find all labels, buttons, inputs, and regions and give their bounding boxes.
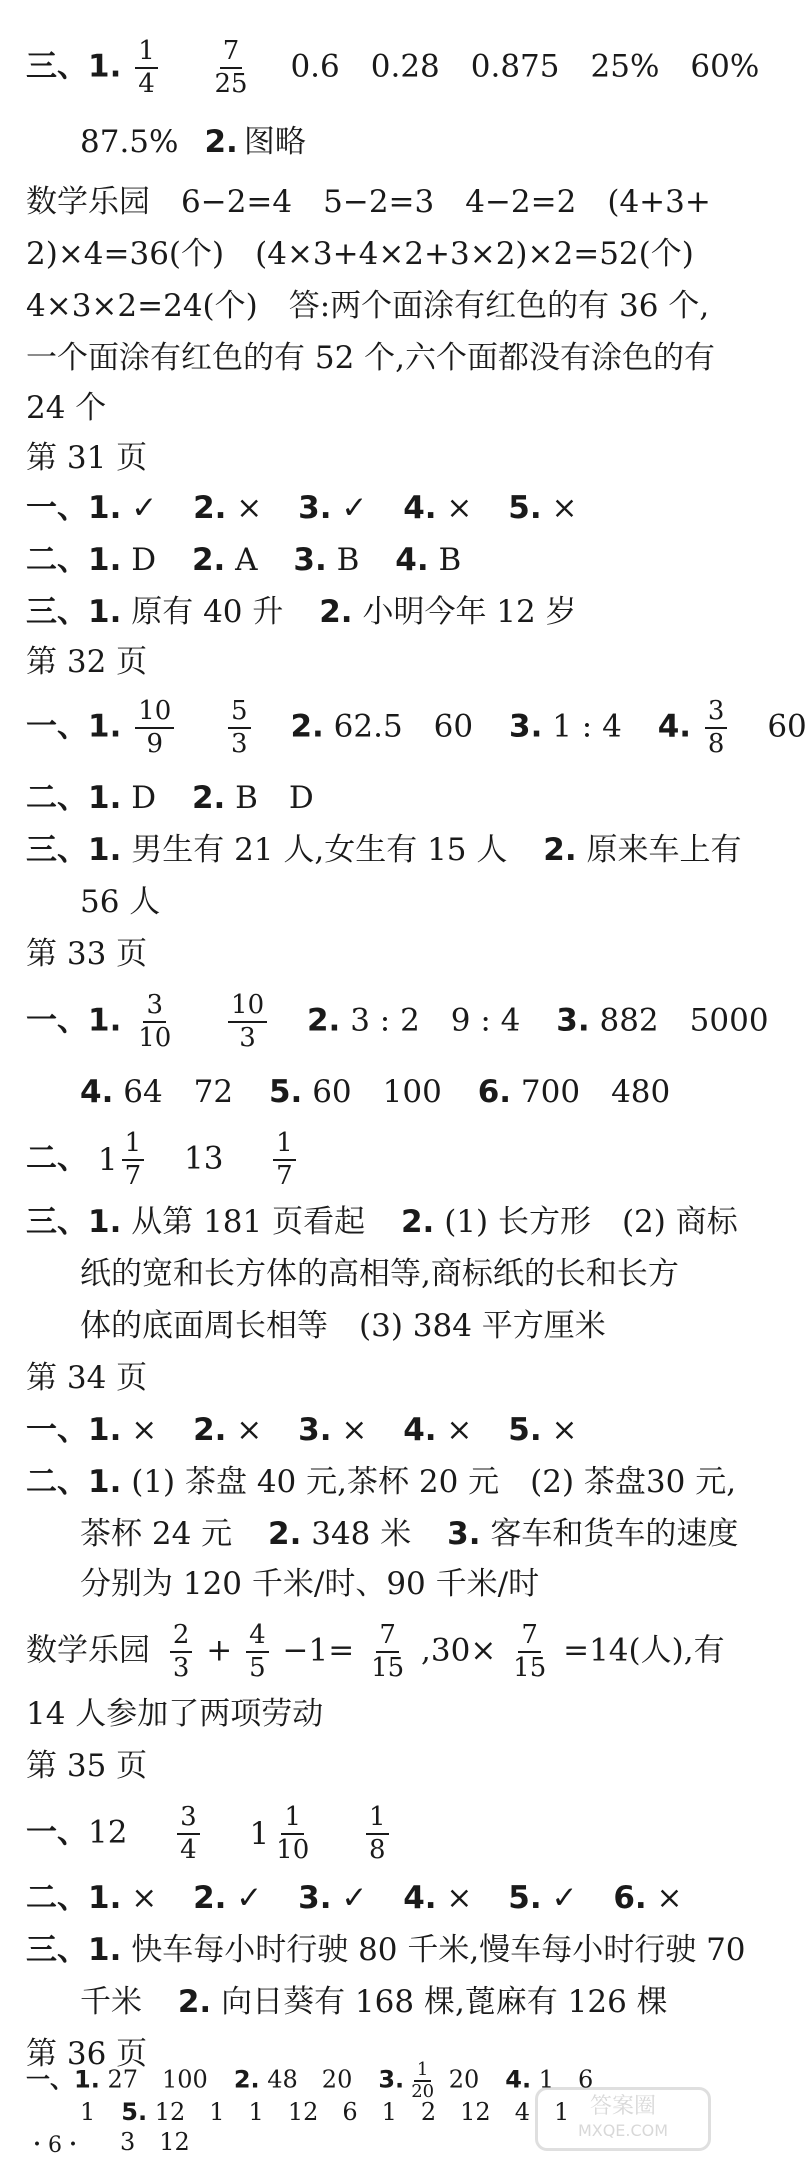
- section-heading: 第 33 页: [26, 936, 148, 972]
- fraction: $\frac{3}{4}$: [177, 1802, 200, 1866]
- section-heading: 第 34 页: [26, 1360, 148, 1396]
- fraction: $\frac{2}{3}$: [170, 1620, 193, 1684]
- line-01: 三、1. $\frac{1}{4}$ $\frac{7}{25}$ 0.6 0.28 0.875 25% 60%: [26, 36, 760, 99]
- fraction: $\frac{1}{20}$: [411, 2059, 435, 2102]
- line-30: 14 人参加了两项劳动: [26, 1696, 324, 1732]
- line-10: 二、1. D 2. A 3. B 4. B: [26, 542, 462, 578]
- line-23: 体的底面周长相等 (3) 384 平方厘米: [80, 1308, 606, 1344]
- fraction: $\frac{5}{3}$: [228, 696, 251, 760]
- fraction: $\frac{1}{7}$: [273, 1128, 296, 1192]
- line-06: 一个面涂有红色的有 52 个,六个面都没有涂色的有: [26, 340, 716, 376]
- line-07: 24 个: [26, 390, 107, 426]
- line-11: 三、1. 原有 40 升 2. 小明今年 12 岁: [26, 594, 577, 630]
- line-32: 一、12 $\frac{3}{4}$ 1 $\frac{1}{10}$ $\frac{1}{8}$: [26, 1802, 699, 1866]
- fraction: $\frac{7}{25}$: [214, 36, 248, 99]
- fraction: $\frac{10}{9}$: [135, 696, 174, 760]
- fraction: $\frac{4}{5}$: [246, 1620, 269, 1684]
- section-heading: 第 32 页: [26, 644, 148, 680]
- line-34: 三、1. 快车每小时行驶 80 千米,慢车每小时行驶 70: [26, 1932, 746, 1968]
- line-14: 二、1. D 2. B D: [26, 780, 314, 816]
- line-33: 二、1. × 2. ✓ 3. ✓ 4. × 5. ✓ 6. ×: [26, 1880, 683, 1916]
- line-20: 二、 1 $\frac{1}{7}$ 13 $\frac{1}{7}$: [26, 1128, 699, 1192]
- line-37: 一、1. 27 100 2. 48 20 3. $\frac{1}{20}$ 20 4. 1 6: [26, 2059, 594, 2102]
- line-28: 分别为 120 千米/时、90 千米/时: [80, 1566, 540, 1602]
- fraction: $\frac{7}{15}$: [513, 1620, 547, 1683]
- fraction: $\frac{3}{8}$: [705, 696, 728, 760]
- mixed-number: 1 $\frac{1}{10}$: [249, 1802, 310, 1865]
- line-09: 一、1. ✓ 2. × 3. ✓ 4. × 5. ×: [26, 490, 578, 526]
- line-29: 数学乐园 $\frac{2}{3}$ + $\frac{4}{5}$ −1= $\frac{7}{15}$ ,30× $\frac{7}{15}$ =14(人),有: [26, 1620, 725, 1683]
- fraction: $\frac{7}{15}$: [371, 1620, 405, 1683]
- watermark-logo: 答案圈 MXQE.COM: [535, 2087, 711, 2151]
- line-38: 1 5. 12 1 1 12 6 1 2 12 4 1: [80, 2098, 570, 2126]
- section-heading: 第 35 页: [26, 1748, 148, 1784]
- line-27: 茶杯 24 元 2. 348 米 3. 客车和货车的速度: [80, 1516, 739, 1552]
- line-35: 千米 2. 向日葵有 168 棵,蓖麻有 126 棵: [80, 1984, 668, 2020]
- line-21: 三、1. 从第 181 页看起 2. (1) 长方形 (2) 商标: [26, 1204, 738, 1240]
- line-05: 4×3×2=24(个) 答:两个面涂有红色的有 36 个,: [26, 288, 710, 324]
- fraction: $\frac{1}{8}$: [366, 1802, 389, 1866]
- line-18: 一、1. $\frac{3}{10}$ $\frac{10}{3}$ 2. 3 : 2 9 : 4 3. 882 5000: [26, 990, 769, 1053]
- section-heading: 第 31 页: [26, 440, 148, 476]
- line-02: 87.5% 2. 图略: [80, 124, 306, 160]
- line-39: 3 12: [120, 2128, 190, 2156]
- line-03: 数学乐园 6−2=4 5−2=3 4−2=2 (4+3+: [26, 184, 711, 220]
- line-25: 一、1. × 2. × 3. × 4. × 5. ×: [26, 1412, 578, 1448]
- fraction: $\frac{10}{3}$: [228, 990, 267, 1054]
- line-19: 4. 64 72 5. 60 100 6. 700 480: [80, 1074, 671, 1110]
- line-16: 56 人: [80, 884, 161, 920]
- mixed-number: 1 $\frac{1}{7}$: [98, 1128, 148, 1192]
- fraction: $\frac{1}{4}$: [135, 36, 158, 100]
- line-22: 纸的宽和长方体的高相等,商标纸的长和长方: [80, 1256, 679, 1292]
- section-heading: 第 36 页: [26, 2036, 148, 2072]
- line-15: 三、1. 男生有 21 人,女生有 15 人 2. 原来车上有: [26, 832, 742, 868]
- line-04: 2)×4=36(个) (4×3+4×2+3×2)×2=52(个): [26, 236, 694, 272]
- line-26: 二、1. (1) 茶盘 40 元,茶杯 20 元 (2) 茶盘30 元,: [26, 1464, 737, 1500]
- line-13: 一、1. $\frac{10}{9}$ $\frac{5}{3}$ 2. 62.5 60 3. 1 : 4 4. $\frac{3}{8}$ 60: [26, 696, 807, 759]
- fraction: $\frac{3}{10}$: [138, 990, 172, 1053]
- page-number: ・6・: [26, 2133, 84, 2158]
